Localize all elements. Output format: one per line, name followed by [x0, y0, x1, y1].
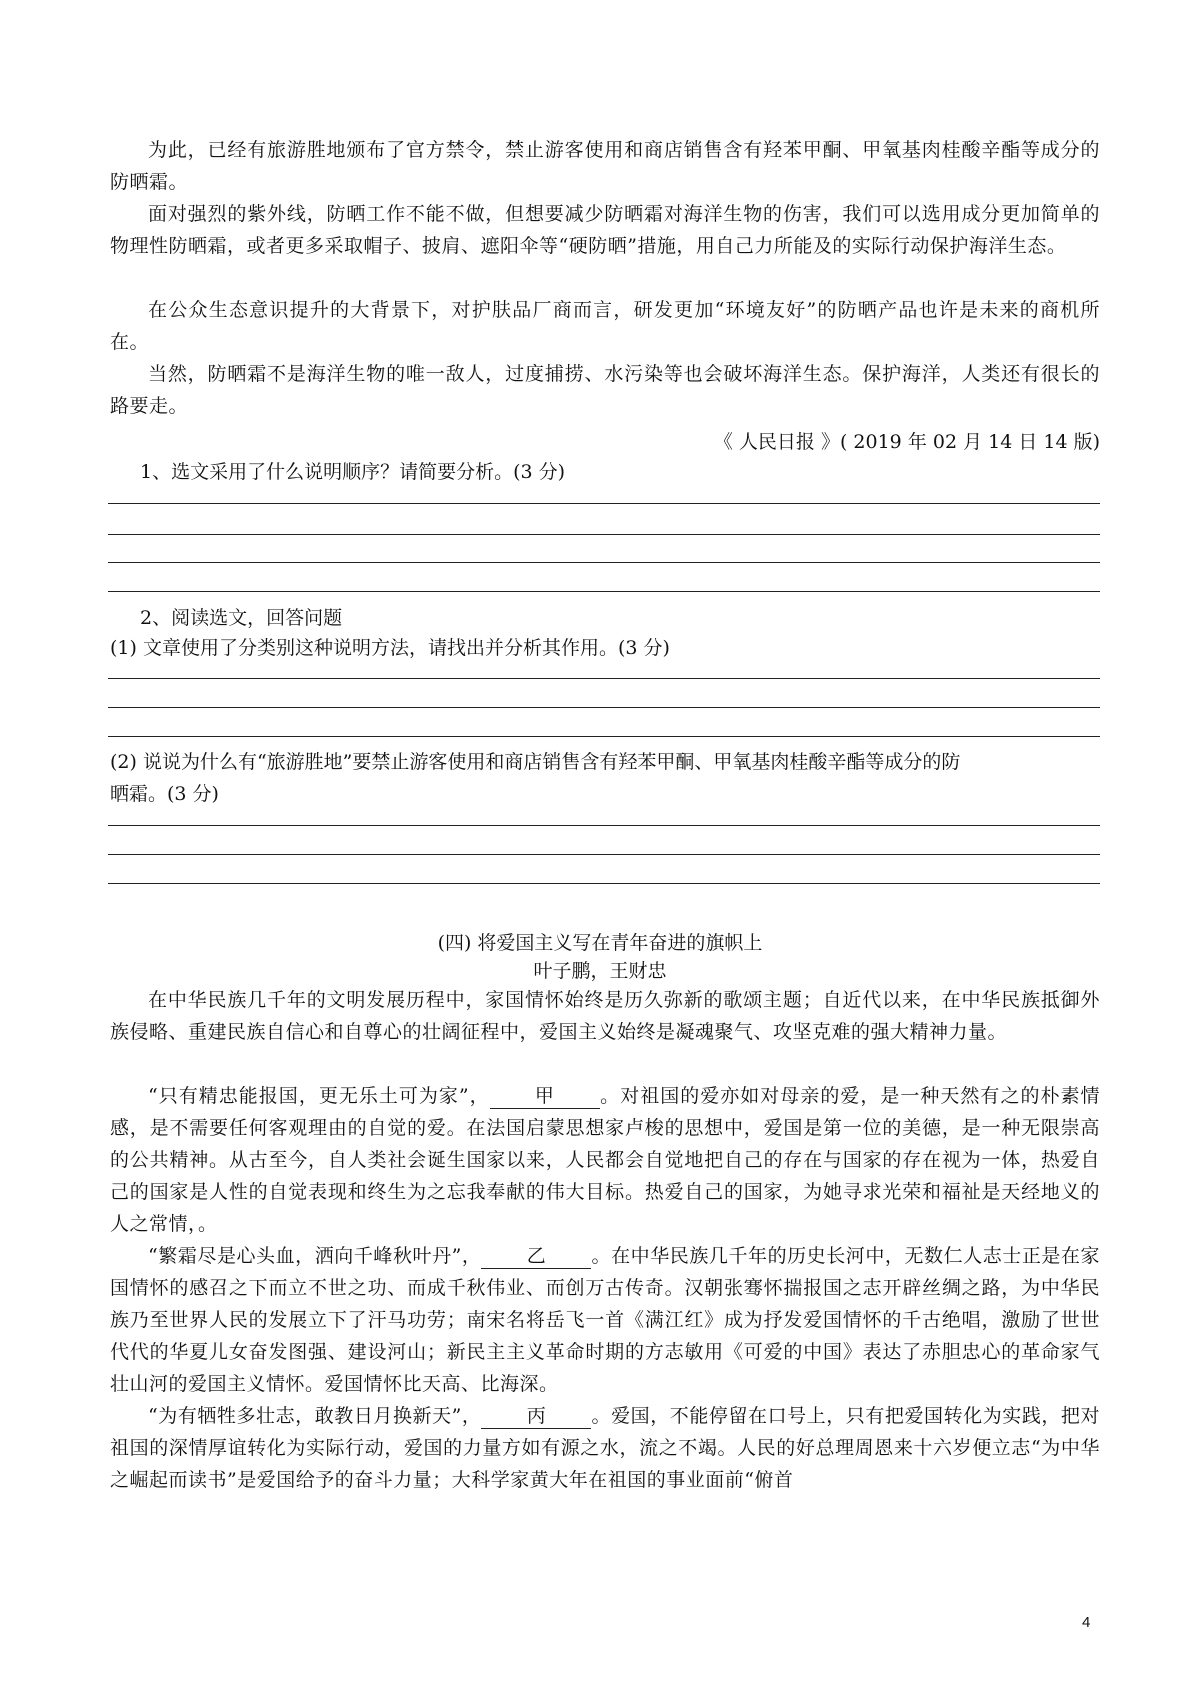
passage3-paragraph-2: 面对强烈的紫外线，防晒工作不能不做，但想要减少防晒霜对海洋生物的伤害，我们可以选用成分更加简单的物理性防晒霜，或者更多采取帽子、披肩、遮阳伞等“硬防晒”措施，用自己力所能及的实际行动保护海洋生态。	[110, 203, 1100, 257]
answer-line[interactable]	[108, 503, 1100, 504]
question-2: 2、阅读选文，回答问题	[140, 607, 343, 629]
passage3-paragraph-4: 当然，防晒霜不是海洋生物的唯一敌人，过度捕捞、水污染等也会破坏海洋生态。保护海洋，人类还有很长的路要走。	[110, 363, 1100, 417]
passage4-paragraph-1: 在中华民族几千年的文明发展历程中，家国情怀始终是历久弥新的歌颂主题；自近代以来，在中华民族抵御外族侵略、重建民族自信心和自尊心的壮阔征程中，爱国主义始终是凝魂聚气、攻坚克难的强大精神力量。	[110, 989, 1100, 1043]
paragraph-text: 。对祖国的爱亦如对母亲的爱，是一种天然有之的朴素情感，是不需要任何客观理由的自觉的爱。在法国启蒙思想家卢梭的思想中，爱国是第一位的美德，是一种无限崇高的公共精神。从古至今，自人类社会诞生国家以来，人民都会自觉地把自己的存在与国家的存在视为一体，热爱自己的国家是人性的自觉表现和终生为之忘我奉献的伟大目标。热爱自己的国家，为她寻求光荣和福祉是天经地义的人之常情，。	[110, 1085, 1100, 1235]
passage4-paragraph-2	[110, 1080, 1100, 1240]
answer-line[interactable]	[108, 678, 1100, 679]
paragraph-text: “繁霜尽是心头血，洒向千峰秋叶丹”，	[148, 1245, 482, 1267]
answer-line[interactable]	[108, 854, 1100, 855]
question-1: 1、选文采用了什么说明顺序？请简要分析。(3 分)	[140, 461, 566, 483]
passage3-paragraph-1: 为此，已经有旅游胜地颁布了官方禁令，禁止游客使用和商店销售含有羟苯甲酮、甲氧基肉桂酸辛酯等成分的防晒霜。	[110, 139, 1100, 193]
blank-yi[interactable]: 乙	[481, 1244, 591, 1269]
passage4-paragraph-4	[110, 1400, 1100, 1496]
answer-line[interactable]	[108, 825, 1100, 826]
answer-line[interactable]	[108, 591, 1100, 592]
question-2-1: (1) 文章使用了分类别这种说明方法，请找出并分析其作用。(3 分)	[110, 637, 670, 659]
paragraph-text: 。爱国，不能停留在口号上，只有把爱国转化为实践，把对祖国的深情厚谊转化为实际行动，爱国的力量方如有源之水，流之不竭。人民的好总理周恩来十六岁便立志“为中华之崛起而读书”是爱国给予的奋斗力量；大科学家黄大年在祖国的事业面前“俯首	[110, 1405, 1100, 1491]
paragraph-text: “为有牺牲多壮志，敢教日月换新天”，	[148, 1405, 482, 1427]
paragraph-text: 。在中华民族几千年的历史长河中，无数仁人志士正是在家国情怀的感召之下而立不世之功、而成千秋伟业、而创万古传奇。汉朝张骞怀揣报国之志开辟丝绸之路，为中华民族乃至世界人民的发展立下了汗马功劳；南宋名将岳飞一首《满江红》成为抒发爱国情怀的千古绝唱，激励了世世代代的华夏儿女奋发图强、建设河山；新民主主义革命时期的方志敏用《可爱的中国》表达了赤胆忠心的革命家气壮山河的爱国主义情怀。爱国情怀比天高、比海深。	[110, 1245, 1100, 1395]
passage3-paragraph-3: 在公众生态意识提升的大背景下，对护肤品厂商而言，研发更加“环境友好”的防晒产品也许是未来的商机所在。	[110, 299, 1100, 353]
answer-line[interactable]	[108, 562, 1100, 563]
answer-line[interactable]	[108, 736, 1100, 737]
answer-line[interactable]	[108, 883, 1100, 884]
answer-line[interactable]	[108, 707, 1100, 708]
answer-line[interactable]	[108, 534, 1100, 535]
passage4-paragraph-3	[110, 1240, 1100, 1400]
passage4-title: (四) 将爱国主义写在青年奋进的旗帜上	[437, 932, 763, 954]
blank-jia[interactable]: 甲	[490, 1084, 600, 1109]
passage4-authors: 叶子鹏，王财忠	[533, 960, 667, 982]
passage3-source: 《 人民日报 》( 2019 年 02 月 14 日 14 版)	[713, 431, 1100, 453]
question-2-2-line-2: 晒霜。(3 分)	[110, 783, 219, 805]
question-2-2-line-1: (2) 说说为什么有“旅游胜地”要禁止游客使用和商店销售含有羟苯甲酮、甲氧基肉桂酸辛酯等成分的防	[110, 751, 961, 773]
paragraph-text: “只有精忠能报国，更无乐土可为家”，	[148, 1085, 490, 1107]
blank-bing[interactable]: 丙	[481, 1404, 591, 1429]
page-number: 4	[1082, 1614, 1091, 1631]
